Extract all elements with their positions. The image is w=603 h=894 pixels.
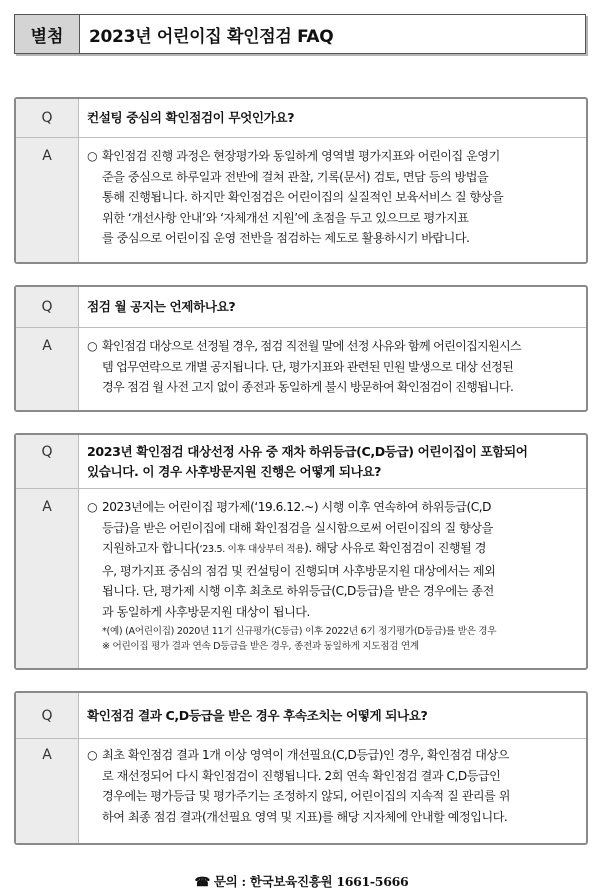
a-label: A (42, 499, 52, 515)
q-label: Q (41, 110, 53, 126)
bullet-icon: ○ (87, 149, 98, 163)
contact-text: 문의 : 한국보육진흥원 1661-5666 (213, 874, 409, 889)
bullet-icon: ○ (87, 339, 97, 353)
a-label: A (42, 148, 52, 164)
a-label: A (42, 747, 52, 763)
q-label: Q (41, 707, 53, 724)
phone-icon: ☎ (194, 874, 210, 889)
faq-box-4 (14, 691, 588, 845)
faq-question: 점검 월 공지는 언제하나요? (87, 299, 236, 314)
faq-answer: ○ 최초 확인점검 결과 1개 이상 영역이 개선필요(C,D등급)인 경우, 확인점검 대상으 로 재선정되어 다시 확인점검이 진행됩니다. 2회 연속 확인점검 결과 C,D등급인 경우에는 평가등급 및 평가주기는 조정하지 않되, 어린이집의 지속적 질 관리를 위 하여 최종 점검 결과(개선필요 영역 및 지표)를 해당 지자체에 안내할 예정입니다. (78, 745, 586, 827)
reference-note: ※ 어린이집 평가 결과 연속 D등급을 받은 경우, 종전과 동일하게 지도점검 연계 (102, 641, 419, 652)
faq-question: 확인점검 결과 C,D등급을 받은 경우 후속조치는 어떻게 되나요? (87, 707, 428, 723)
faq-answer: ○ 2023년에는 어린이집 평가제(‘19.6.12.~) 시행 이후 연속하여 하위등급(C,D 등급)을 받은 어린이집에 대해 확인점검을 실시함으로써 어린이집의 질 향상을 지원하고자 합니다(‘23.5. 이후 대상부터 적용). 해당 사유로 확인점검이 진행될 경 우, 평가지표 중심의 점검 및 컨설팅이 진행되며 사후방문지원 대상에서는 제외 됩니다. 단, 평가제 시행 이후 최초로 하위등급(C,D등급)을 받은 경우에는 종전 과 동일하게 사후방문지원 대상이 됩니다. *(예) (A어린이집) 2020년 11기 신규평가(C등급) 이후 2022년 6기 정기평가(D등급)를 받은 경우 ※ 어린이집 평가 결과 연속 D등급을 받은 경우, 종전과 동일하게 지도점검 연계 (78, 497, 586, 654)
faq-question: 2023년 확인점검 대상선정 사유 중 재차 하위등급(C,D등급) 어린이집이 포함되어 있습니다. 이 경우 사후방문지원 진행은 어떻게 되나요? (87, 443, 528, 479)
a-label: A (42, 338, 52, 354)
faq-answer: ○ 확인점검 진행 과정은 현장평가와 동일하게 영역별 평가지표와 어린이집 운영기 준을 중심으로 하루일과 전반에 걸쳐 관찰, 기록(문서) 검토, 면담 등의 방법을 통해 진행됩니다. 하지만 확인점검은 어린이집의 실질적인 보육서비스 질 향상을 위한 ‘개선사항 안내’와 ‘자체개선 지원’에 초점을 두고 있으므로 평가지표 를 중심으로 어린이집 운영 전반을 점검하는 제도로 활용하시기 바랍니다. (78, 146, 586, 249)
bullet-icon: ○ (87, 500, 98, 514)
example-note: *(예) (A어린이집) 2020년 11기 신규평가(C등급) 이후 2022년 6기 정기평가(D등급)를 받은 경우 (102, 626, 497, 637)
q-label: Q (41, 444, 53, 460)
faq-box-2 (14, 285, 588, 412)
doc-header (14, 14, 586, 54)
faq-question: 컨설팅 중심의 확인점검이 무엇인가요? (87, 110, 295, 125)
contact-footer (0, 872, 603, 890)
faq-answer: ○ 확인점검 대상으로 선정될 경우, 점검 직전월 말에 선정 사유와 함께 어린이집지원시스 템 업무연락으로 개별 공지됩니다. 단, 평가지표와 관련된 민원 발생으로 대상 선정된 경우 점검 월 사전 고지 없이 종전과 동일하게 불시 방문하여 확인점검이 진행됩니다. (78, 336, 586, 398)
q-label: Q (41, 299, 53, 315)
faq-box-1 (14, 97, 588, 264)
page-title: 2023년 어린이집 확인점검 FAQ (89, 26, 334, 47)
attachment-tag: 별첨 (15, 15, 80, 53)
faq-box-3 (14, 433, 588, 670)
bullet-icon: ○ (87, 748, 98, 762)
